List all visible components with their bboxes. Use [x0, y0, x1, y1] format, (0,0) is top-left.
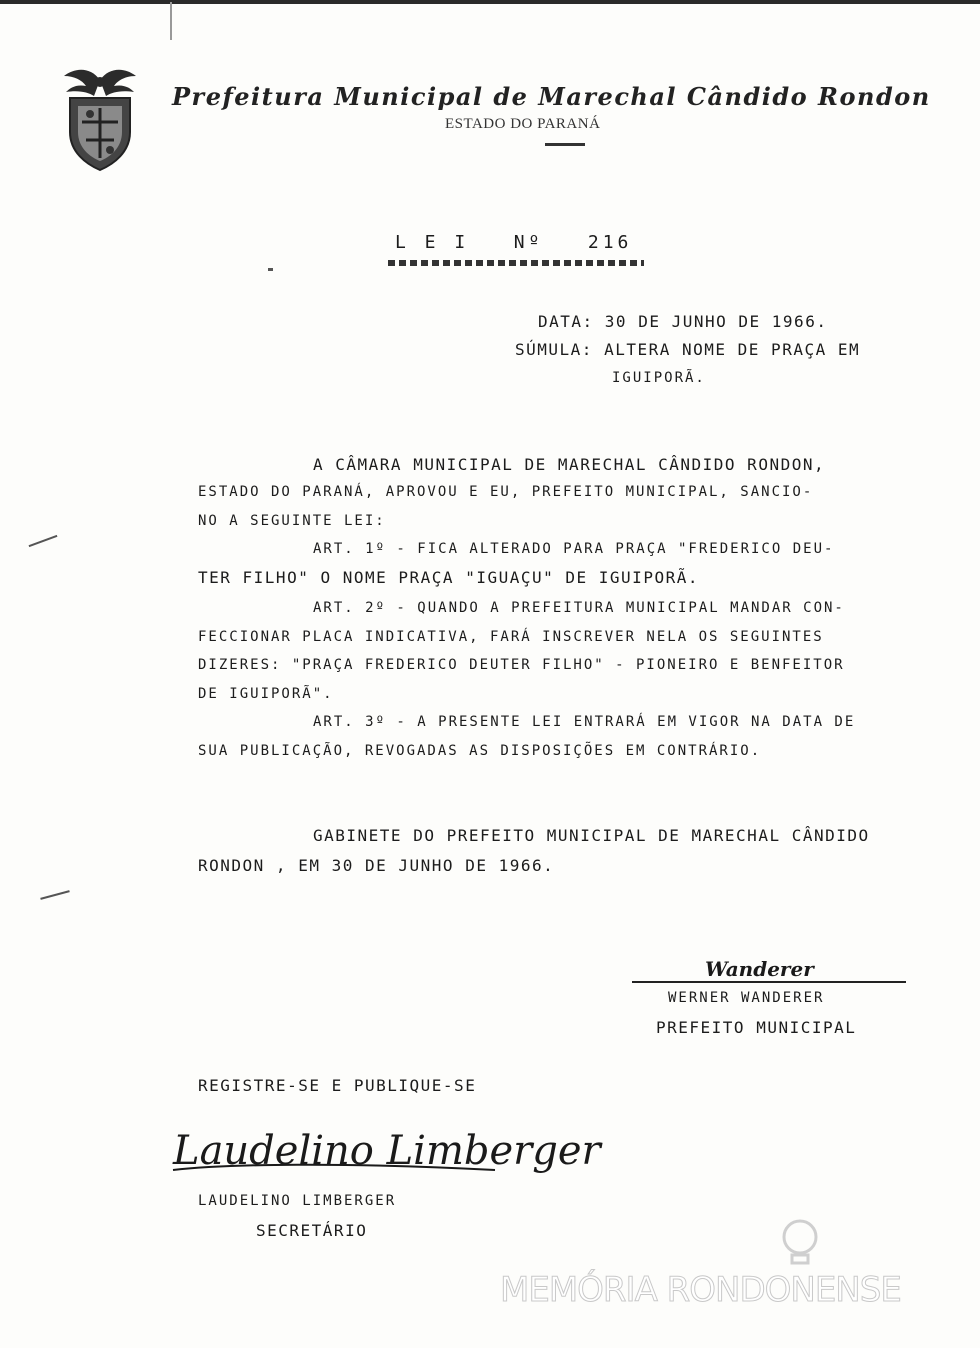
law-date: DATA: 30 DE JUNHO DE 1966.: [538, 312, 828, 331]
article-3-line-2: SUA PUBLICAÇÃO, REVOGADAS AS DISPOSIÇÕES EM CONTRÁRIO.: [198, 743, 762, 759]
law-title-underline: [388, 260, 644, 266]
law-summary-line-2: IGUIPORÃ.: [612, 370, 706, 386]
article-1-line-2: TER FILHO" O NOME PRAÇA "IGUAÇU" DE IGUIPORÃ.: [198, 568, 699, 587]
watermark: MEMÓRIA RONDONENSE: [500, 1270, 901, 1310]
secretary-signature-text: Laudelino Limberger: [173, 1128, 601, 1174]
body-line: ESTADO DO PARANÁ, APROVOU E EU, PREFEITO MUNICIPAL, SANCIO-: [198, 484, 814, 500]
letterhead-title: Prefeitura Municipal de Marechal Cândido Rondon: [172, 82, 931, 111]
article-2-line-1: ART. 2º - QUANDO A PREFEITURA MUNICIPAL MANDAR CON-: [313, 600, 845, 616]
secretary-name: LAUDELINO LIMBERGER: [198, 1193, 397, 1209]
paper-speck: [40, 890, 69, 900]
article-2-line-3: DIZERES: "PRAÇA FREDERICO DEUTER FILHO" - PIONEIRO E BENFEITOR: [198, 657, 845, 673]
coat-of-arms-icon: [60, 62, 140, 172]
mayor-title: PREFEITO MUNICIPAL: [656, 1018, 857, 1037]
top-border: [0, 0, 980, 4]
paper-speck: [29, 535, 58, 547]
secretary-title: SECRETÁRIO: [256, 1221, 368, 1240]
secretary-signature: [165, 1112, 601, 1192]
mayor-signature-text: Wanderer: [705, 957, 814, 981]
closing-line-2: RONDON , EM 30 DE JUNHO DE 1966.: [198, 856, 555, 875]
article-2-line-2: FECCIONAR PLACA INDICATIVA, FARÁ INSCREVER NELA OS SEGUINTES: [198, 629, 824, 645]
paper-speck: [170, 2, 172, 40]
register-publish-note: REGISTRE-SE E PUBLIQUE-SE: [198, 1076, 477, 1095]
article-3-line-1: ART. 3º - A PRESENTE LEI ENTRARÁ EM VIGOR NA DATA DE: [313, 714, 856, 730]
mayor-signature-line: [632, 981, 906, 983]
lightbulb-icon: [775, 1215, 825, 1275]
letterhead-divider: [545, 143, 585, 146]
article-1-line-1: ART. 1º - FICA ALTERADO PARA PRAÇA "FREDERICO DEU-: [313, 541, 835, 557]
paper-speck: [268, 268, 273, 271]
letterhead-subtitle: ESTADO DO PARANÁ: [445, 116, 601, 132]
closing-line-1: GABINETE DO PREFEITO MUNICIPAL DE MARECHAL CÂNDIDO: [313, 826, 870, 845]
article-2-line-4: DE IGUIPORÃ".: [198, 686, 334, 702]
law-title: L E I Nº 216: [395, 232, 633, 253]
body-line: NO A SEGUINTE LEI:: [198, 513, 386, 529]
law-summary-line-1: SÚMULA: ALTERA NOME DE PRAÇA EM: [515, 340, 861, 359]
body-line: A CÂMARA MUNICIPAL DE MARECHAL CÂNDIDO RONDON,: [313, 455, 826, 474]
mayor-name: WERNER WANDERER: [668, 990, 825, 1006]
